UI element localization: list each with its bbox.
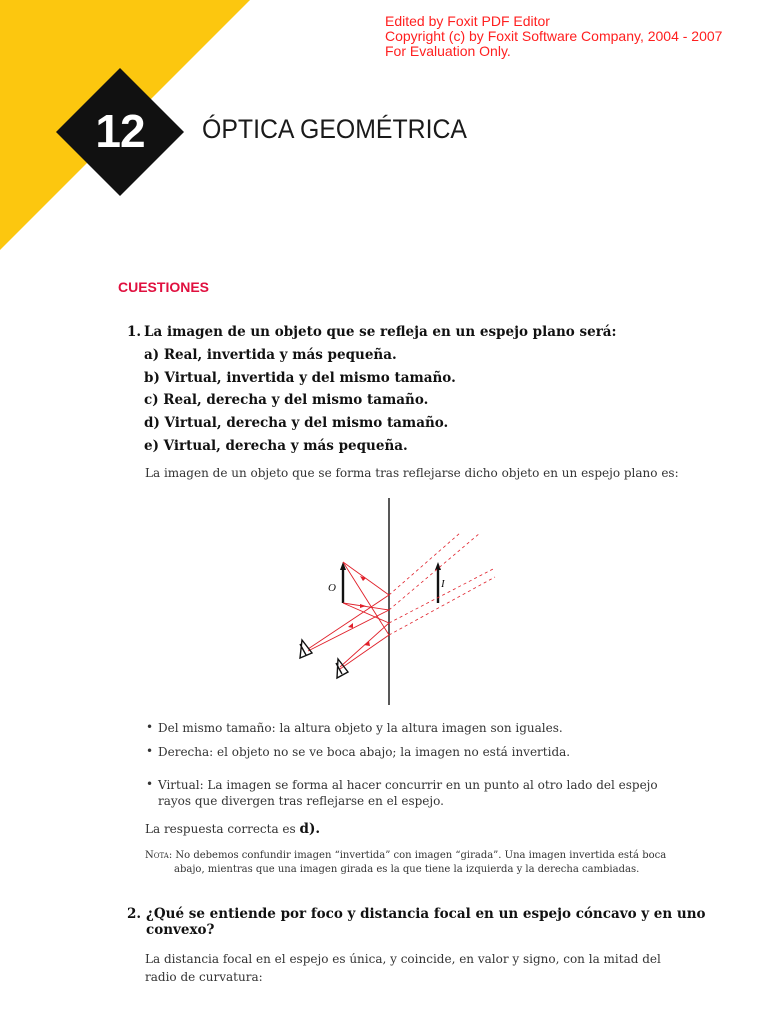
watermark-line-2: Copyright (c) by Foxit Software Company, 2004 - 2007: [385, 28, 723, 44]
bullet-virtual: Virtual: La imagen se forma al hacer concurrir en un punto al otro lado del espejo: [158, 778, 658, 792]
q2-body-line-1: La distancia focal en el espejo es única, y coincide, en valor y signo, con la mitad del: [145, 952, 661, 966]
bullet-dot: •: [146, 720, 154, 734]
plane-mirror-diagram: [290, 495, 520, 710]
watermark-line-1: Edited by Foxit PDF Editor: [385, 13, 550, 29]
note-line-2: abajo, mientras que una imagen girada es la que tiene la izquierda y la derecha cambiadas.: [174, 864, 640, 875]
object-label: O: [328, 582, 336, 594]
image-arrowhead: [435, 562, 441, 570]
note-text-1: No debemos confundir imagen “invertida” con imagen “girada”. Una imagen invertida está boca: [175, 850, 667, 861]
foxit-watermark: [385, 14, 722, 59]
option-a: a) Real, invertida y más pequeña.: [144, 347, 397, 363]
ray-arrowheads: [348, 576, 370, 646]
question-2-line-1: ¿Qué se entiende por foco y distancia focal en un espejo cóncavo y en uno: [146, 906, 706, 922]
question-1-number: 1.: [127, 324, 142, 340]
bullet-dot: •: [146, 777, 154, 791]
chapter-number: 12: [95, 105, 145, 157]
watermark-line-3: For Evaluation Only.: [385, 43, 511, 59]
note-label: Nota:: [145, 850, 173, 861]
chapter-title: ÓPTICA GEOMÉTRICA: [202, 114, 468, 144]
question-1-text: La imagen de un objeto que se refleja en un espejo plano será:: [144, 324, 617, 340]
correct-answer-line: [145, 821, 320, 837]
question-2-line-2: convexo?: [146, 922, 215, 938]
eye-icons: [300, 640, 348, 678]
bullet-dot: •: [146, 744, 154, 758]
q1-intro-text: La imagen de un objeto que se forma tras reflejarse dicho objeto en un espejo plano es:: [145, 466, 679, 480]
option-d: d) Virtual, derecha y del mismo tamaño.: [144, 415, 449, 431]
option-e: e) Virtual, derecha y más pequeña.: [144, 438, 408, 454]
reflected-rays: [308, 562, 389, 669]
bullet-upright: Derecha: el objeto no se ve boca abajo; la imagen no está invertida.: [158, 745, 571, 759]
option-c: c) Real, derecha y del mismo tamaño.: [144, 392, 429, 408]
answer-prefix: La respuesta correcta es: [145, 822, 296, 836]
answer-value: d).: [299, 821, 321, 837]
eye-icon: [300, 640, 312, 658]
option-b: b) Virtual, invertida y del mismo tamaño.: [144, 370, 456, 386]
image-label: I: [441, 578, 445, 590]
question-2-number: 2.: [127, 906, 142, 922]
bullet-same-size: Del mismo tamaño: la altura objeto y la altura imagen son iguales.: [158, 721, 563, 735]
section-heading: CUESTIONES: [118, 279, 210, 295]
bullet-virtual-cont: rayos que divergen tras reflejarse en el espejo.: [158, 794, 444, 808]
q2-body-line-2: radio de curvatura:: [145, 970, 263, 984]
